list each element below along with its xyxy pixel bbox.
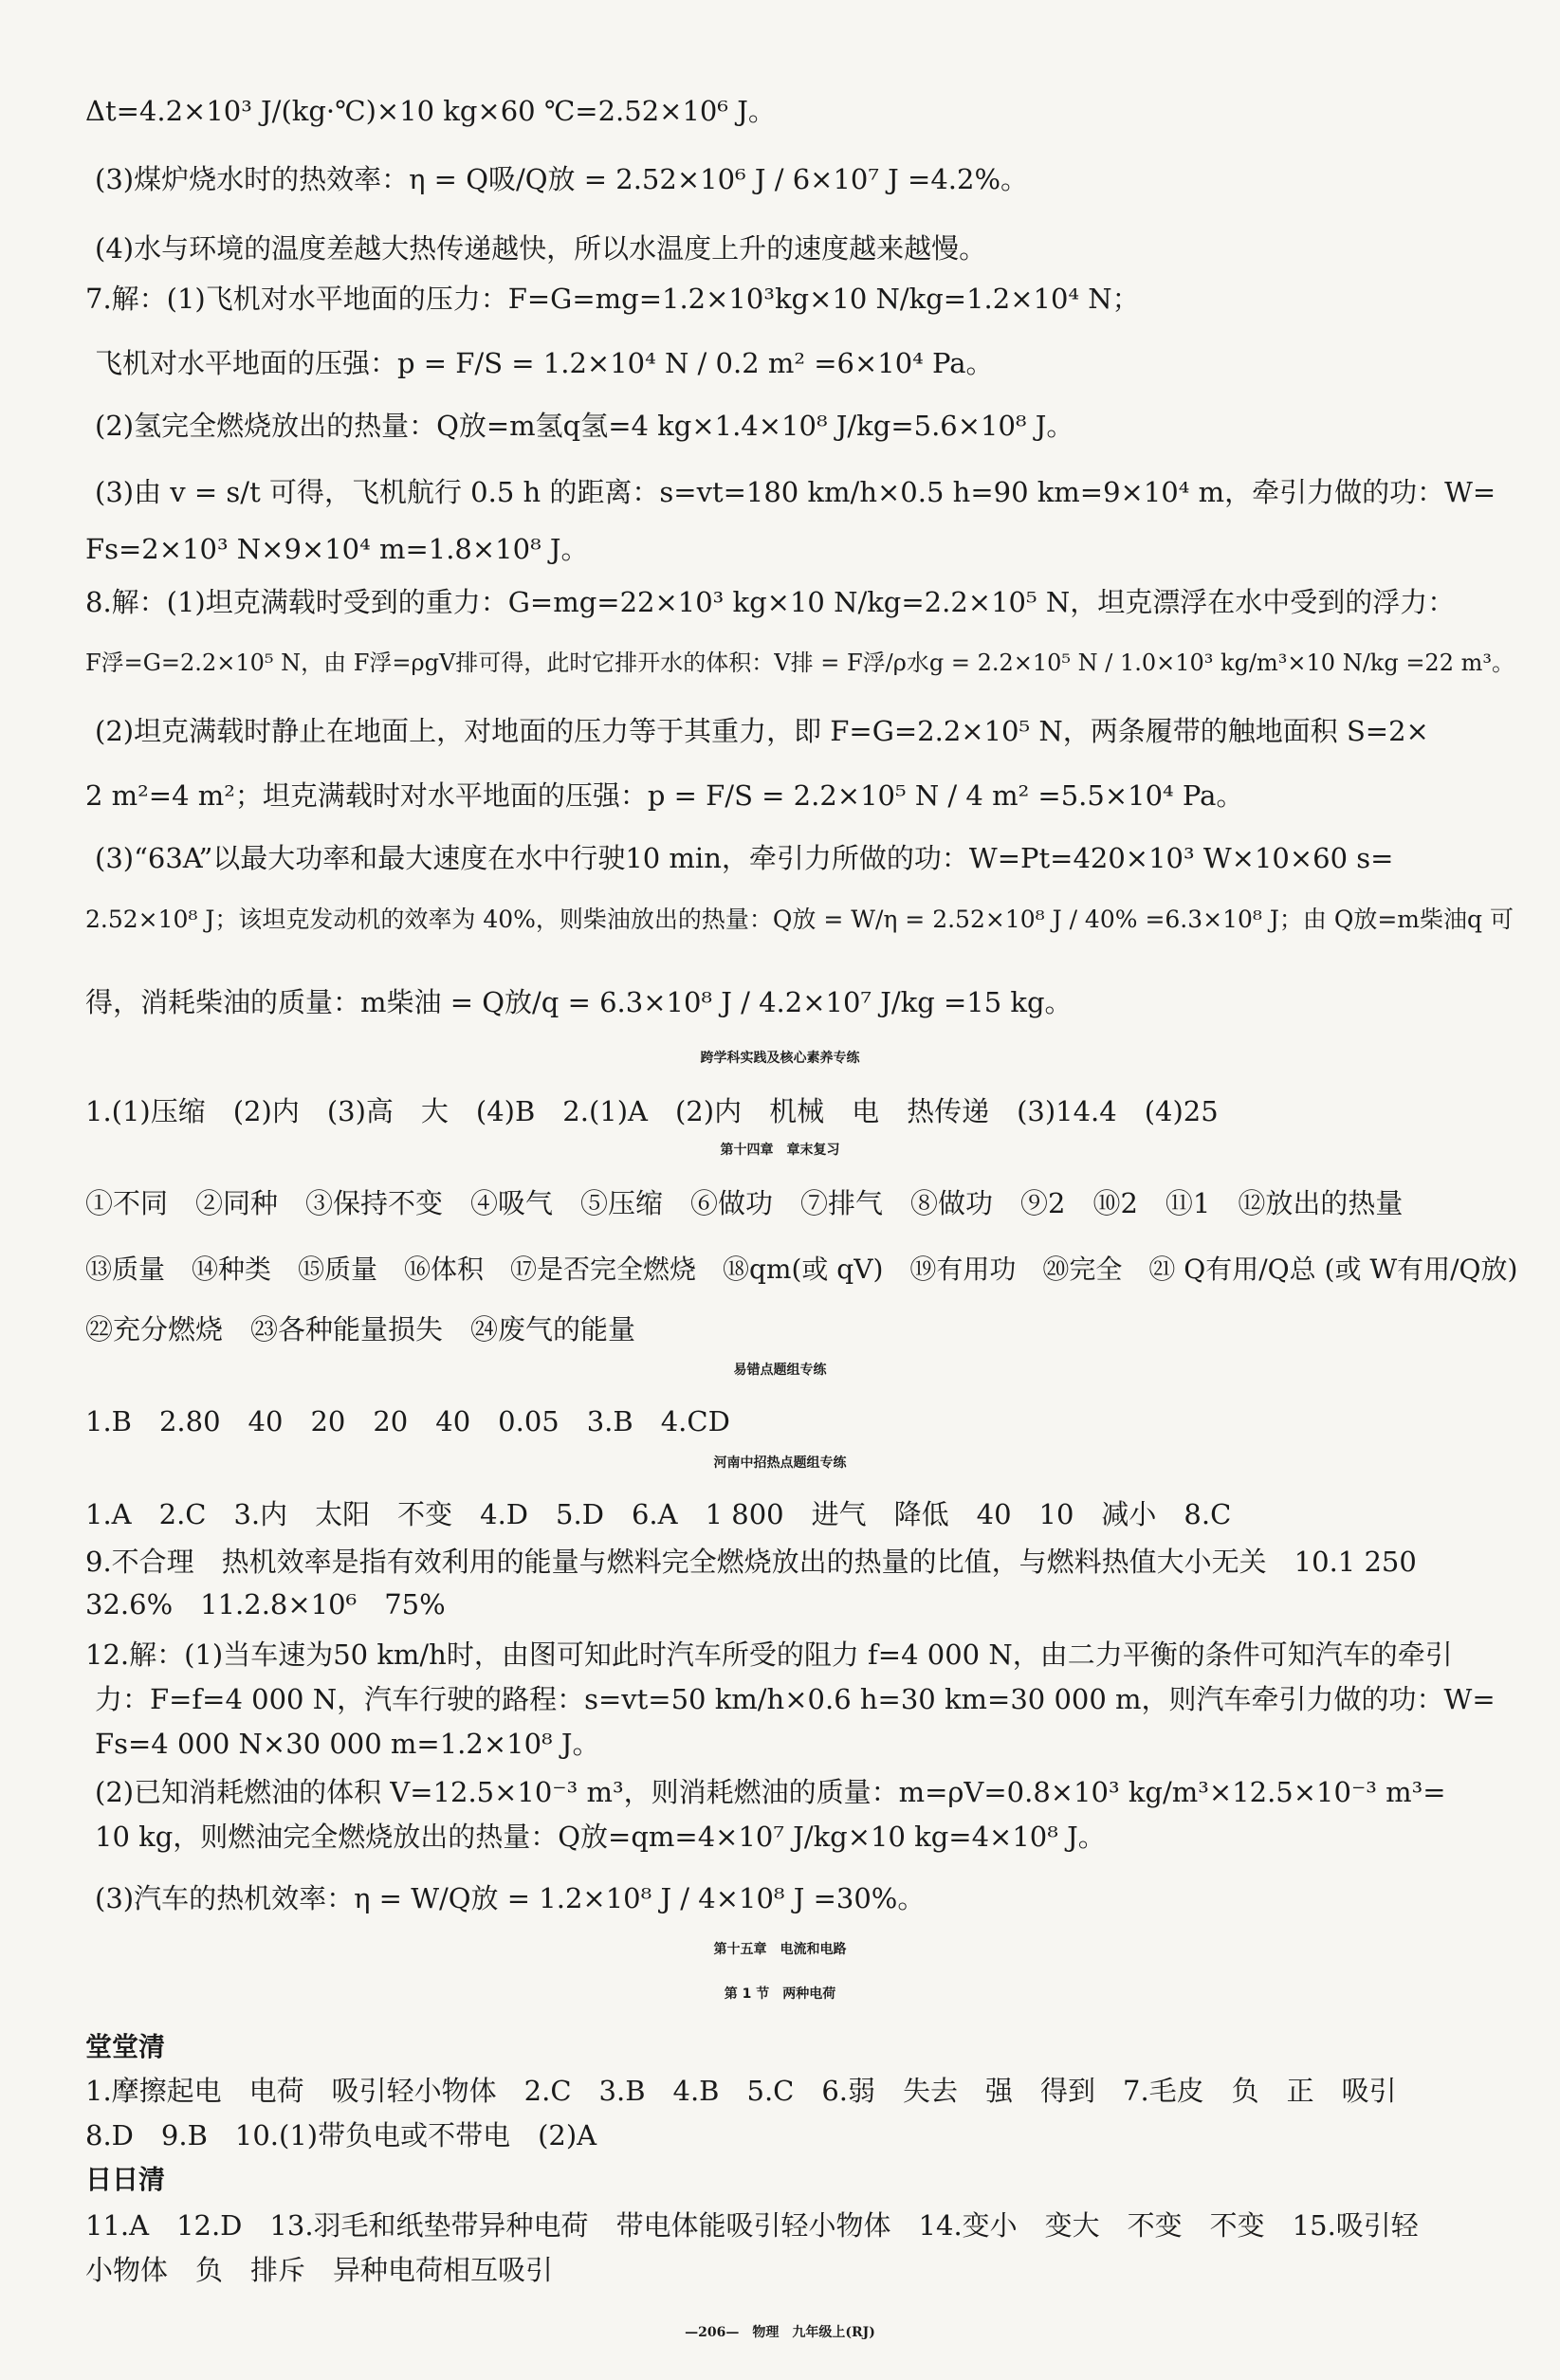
text-line: 小物体 负 排斥 异种电荷相互吸引 — [85, 2254, 554, 2286]
text-line: 12.解：(1)当车速为50 km/h时，由图可知此时汽车所受的阻力 f=4 000 N，由二力平衡的条件可知汽车的牵引 — [85, 1639, 1453, 1671]
text-line: (3)煤炉烧水时的热效率：η = Q吸/Q放 = 2.52×10⁶ J / 6×10⁷ J =4.2%。 — [95, 163, 1029, 195]
text-line: 11.A 12.D 13.羽毛和纸垫带异种电荷 带电体能吸引轻小物体 14.变小 变大 不变 不变 15.吸引轻 — [85, 2209, 1419, 2242]
section-heading: 河南中招热点题组专练 — [713, 1455, 847, 1471]
text-line: 2 m²=4 m²；坦克满载时对水平地面的压强：p = F/S = 2.2×10⁵ N / 4 m² =5.5×10⁴ Pa。 — [85, 779, 1244, 812]
text-line: (2)氢完全燃烧放出的热量：Q放=m氢q氢=4 kg×1.4×10⁸ J/kg=5.6×10⁸ J。 — [95, 410, 1074, 442]
text-line: 8.D 9.B 10.(1)带负电或不带电 (2)A — [85, 2119, 597, 2151]
text-line: Fs=4 000 N×30 000 m=1.2×10⁸ J。 — [95, 1728, 600, 1760]
text-line: 飞机对水平地面的压强：p = F/S = 1.2×10⁴ N / 0.2 m² =6×10⁴ Pa。 — [95, 347, 994, 379]
section-heading: 第 1 节 两种电荷 — [724, 1986, 836, 2002]
text-line: ⑬质量 ⑭种类 ⑮质量 ⑯体积 ⑰是否完全燃烧 ⑱qm(或 qV) ⑲有用功 ⑳完全 ㉑ Q有用/Q总 (或 W有用/Q放) — [85, 1254, 1518, 1285]
text-line: (2)已知消耗燃油的体积 V=12.5×10⁻³ m³，则消耗燃油的质量：m=ρV=0.8×10³ kg/m³×12.5×10⁻³ m³= — [95, 1776, 1446, 1808]
text-line: F浮=G=2.2×10⁵ N，由 F浮=ρgV排可得，此时它排开水的体积：V排 = F浮/ρ水g = 2.2×10⁵ N / 1.0×10³ kg/m³×10 N/kg =22 m³。 — [85, 650, 1514, 676]
text-line: Δt=4.2×10³ J/(kg·℃)×10 kg×60 ℃=2.52×10⁶ J。 — [85, 95, 776, 127]
text-line: ㉒充分燃烧 ㉓各种能量损失 ㉔废气的能量 — [85, 1313, 636, 1346]
page-footer: —206— 物理 九年级上(RJ) — [685, 2325, 875, 2340]
chapter-heading: 第十五章 电流和电路 — [713, 1942, 847, 1957]
text-line: 7.解：(1)飞机对水平地面的压力：F=G=mg=1.2×10³kg×10 N/kg=1.2×10⁴ N； — [85, 283, 1140, 315]
text-line: 得，消耗柴油的质量：m柴油 = Q放/q = 6.3×10⁸ J / 4.2×10⁷ J/kg =15 kg。 — [85, 986, 1073, 1018]
text-line: ①不同 ②同种 ③保持不变 ④吸气 ⑤压缩 ⑥做功 ⑦排气 ⑧做功 ⑨2 ⑩2 ⑪1 ⑫放出的热量 — [85, 1187, 1404, 1219]
text-line: 力：F=f=4 000 N，汽车行驶的路程：s=vt=50 km/h×0.6 h=30 km=30 000 m，则汽车牵引力做的功：W= — [95, 1683, 1496, 1715]
section-heading: 第十四章 章末复习 — [720, 1143, 840, 1158]
text-line: 9.不合理 热机效率是指有效利用的能量与燃料完全燃烧放出的热量的比值，与燃料热值大小无关 10.1 250 — [85, 1546, 1417, 1578]
text-line: (3)“63A”以最大功率和最大速度在水中行驶10 min，牵引力所做的功：W=Pt=420×10³ W×10×60 s= — [95, 842, 1394, 874]
text-line: (3)汽车的热机效率：η = W/Q放 = 1.2×10⁸ J / 4×10⁸ J =30%。 — [95, 1882, 926, 1914]
text-line: 8.解：(1)坦克满载时受到的重力：G=mg=22×10³ kg×10 N/kg=2.2×10⁵ N，坦克漂浮在水中受到的浮力： — [85, 586, 1456, 618]
section-heading: 跨学科实践及核心素养专练 — [700, 1051, 860, 1066]
subsection-heading: 日日清 — [85, 2164, 166, 2195]
text-line: 1.A 2.C 3.内 太阳 不变 4.D 5.D 6.A 1 800 进气 降低 40 10 减小 8.C — [85, 1498, 1232, 1530]
text-line: 32.6% 11.2.8×10⁶ 75% — [85, 1588, 446, 1620]
text-line: 1.B 2.80 40 20 20 40 0.05 3.B 4.CD — [85, 1405, 730, 1437]
text-line: 10 kg，则燃油完全燃烧放出的热量：Q放=qm=4×10⁷ J/kg×10 kg=4×10⁸ J。 — [95, 1821, 1106, 1853]
text-line: (3)由 v = s/t 可得，飞机航行 0.5 h 的距离：s=vt=180 km/h×0.5 h=90 km=9×10⁴ m，牵引力做的功：W= — [95, 476, 1496, 508]
text-line: Fs=2×10³ N×9×10⁴ m=1.8×10⁸ J。 — [85, 533, 589, 565]
text-line: 1.(1)压缩 (2)内 (3)高 大 (4)B 2.(1)A (2)内 机械 电 热传递 (3)14.4 (4)25 — [85, 1095, 1219, 1127]
text-line: 2.52×10⁸ J；该坦克发动机的效率为 40%，则柴油放出的热量：Q放 = W/η = 2.52×10⁸ J / 40% =6.3×10⁸ J；由 Q放=m柴油q 可 — [85, 906, 1514, 933]
text-line: (4)水与环境的温度差越大热传递越快，所以水温度上升的速度越来越慢。 — [95, 232, 987, 265]
section-heading: 易错点题组专练 — [733, 1363, 827, 1378]
text-line: (2)坦克满载时静止在地面上，对地面的压力等于其重力，即 F=G=2.2×10⁵ N，两条履带的触地面积 S=2× — [95, 715, 1429, 747]
subsection-heading: 堂堂清 — [85, 2031, 166, 2062]
text-line: 1.摩擦起电 电荷 吸引轻小物体 2.C 3.B 4.B 5.C 6.弱 失去 强 得到 7.毛皮 负 正 吸引 — [85, 2075, 1397, 2107]
